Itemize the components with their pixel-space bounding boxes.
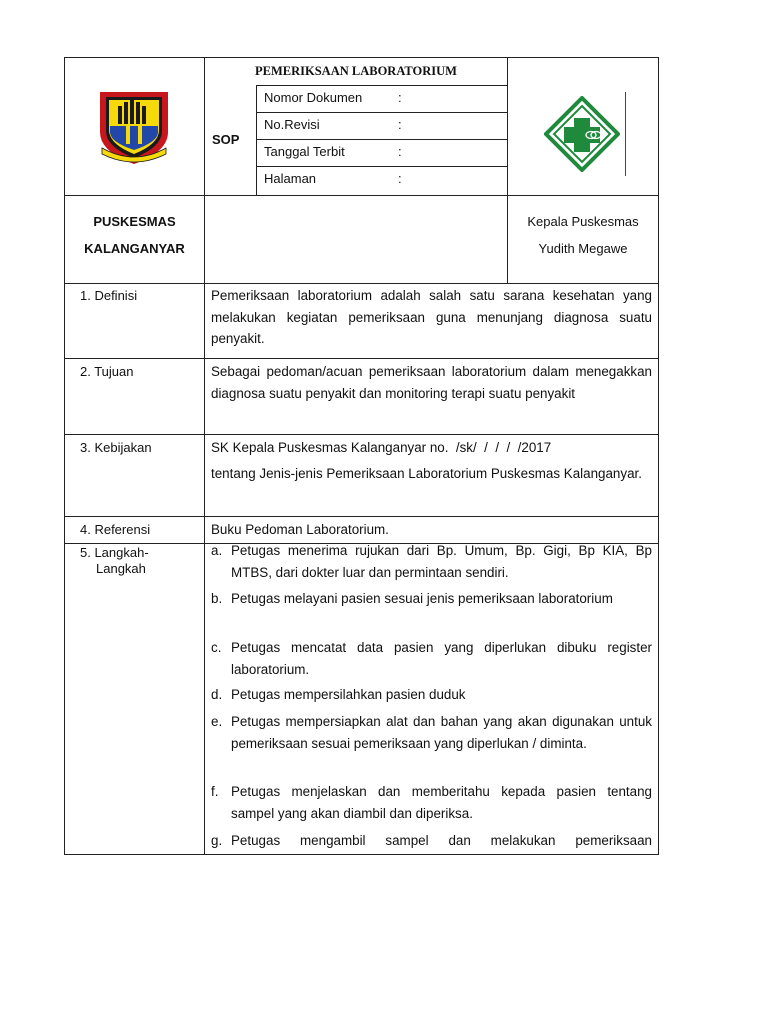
section-label-kebijakan: 3. Kebijakan (80, 440, 152, 455)
regional-emblem-logo (96, 86, 172, 166)
section-label-referensi: 4. Referensi (80, 522, 151, 537)
step-letter: d. (211, 687, 223, 702)
section-label-definisi: 1. Definisi (80, 288, 138, 303)
list-item (211, 684, 652, 706)
field-label-halaman: Halaman (264, 171, 317, 186)
step-text: Petugas melayani pasien sesuai jenis pemeriksaan laboratorium (231, 591, 613, 606)
head-title: Kepala Puskesmas (527, 214, 639, 229)
org-name-line1: PUSKESMAS (93, 214, 176, 229)
list-item (211, 540, 652, 583)
field-sep-nomor-dokumen: : (398, 90, 402, 105)
field-sep-halaman: : (398, 171, 402, 186)
list-item (211, 588, 652, 610)
field-label-tanggal-terbit: Tanggal Terbit (264, 144, 345, 159)
section-label-langkah-line1: 5. Langkah- (80, 545, 149, 560)
section-text-referensi: Buku Pedoman Laboratorium. (211, 522, 389, 537)
field-sep-no-revisi: : (398, 117, 402, 132)
field-label-nomor-dokumen: Nomor Dokumen (264, 90, 363, 105)
step-letter: a. (211, 543, 223, 558)
step-text: Petugas mempersilahkan pasien duduk (231, 687, 466, 702)
list-item (211, 781, 652, 824)
section-text-kebijakan: tentang Jenis-jenis Pemeriksaan Laboratorium Puskesmas Kalanganyar. (211, 466, 642, 481)
step-text: Petugas mempersiapkan alat dan bahan yang akan digunakan untuk pemeriksaan sesuai pemeriksaan yang diperlukan / diminta. (231, 714, 652, 751)
org-name-line2: KALANGANYAR (84, 241, 185, 256)
field-sep-tanggal-terbit: : (398, 144, 402, 159)
step-text: Petugas menjelaskan dan memberitahu kepada pasien tentang sampel yang akan diambil dan diperiksa. (231, 784, 652, 821)
list-item (211, 711, 652, 754)
section-label-langkah-line2: Langkah (96, 561, 146, 576)
section-text-tujuan: Sebagai pedoman/acuan pemeriksaan laboratorium dalam menegakkan diagnosa suatu penyakit dan monitoring terapi suatu penyakit (211, 364, 652, 401)
section-text-kebijakan-line1: SK Kepala Puskesmas Kalanganyar no. /sk/ / / / /2017 (211, 440, 552, 455)
step-letter: g. (211, 833, 223, 848)
step-letter: f. (211, 784, 219, 799)
step-letter: c. (211, 640, 222, 655)
step-text: Petugas mengambil sampel dan melakukan pemeriksaan (231, 833, 652, 848)
document-title: PEMERIKSAAN LABORATORIUM (255, 64, 457, 78)
step-text: Petugas menerima rujukan dari Bp. Umum, Bp. Gigi, Bp KIA, Bp MTBS, dari dokter luar dan permintaan sendiri. (231, 543, 652, 580)
list-item (211, 637, 652, 680)
head-name: Yudith Megawe (538, 241, 628, 256)
step-letter: e. (211, 714, 223, 729)
puskesmas-logo (544, 96, 620, 172)
list-item (211, 830, 652, 852)
field-label-no-revisi: No.Revisi (264, 117, 320, 132)
step-letter: b. (211, 591, 223, 606)
section-text-definisi: Pemeriksaan laboratorium adalah salah satu sarana kesehatan yang melakukan kegiatan pemeriksaan guna menunjang diagnosa suatu penyakit. (211, 288, 652, 346)
sop-label: SOP (212, 132, 240, 147)
step-text: Petugas mencatat data pasien yang diperlukan dibuku register laboratorium. (231, 640, 652, 677)
section-label-tujuan: 2. Tujuan (80, 364, 134, 379)
